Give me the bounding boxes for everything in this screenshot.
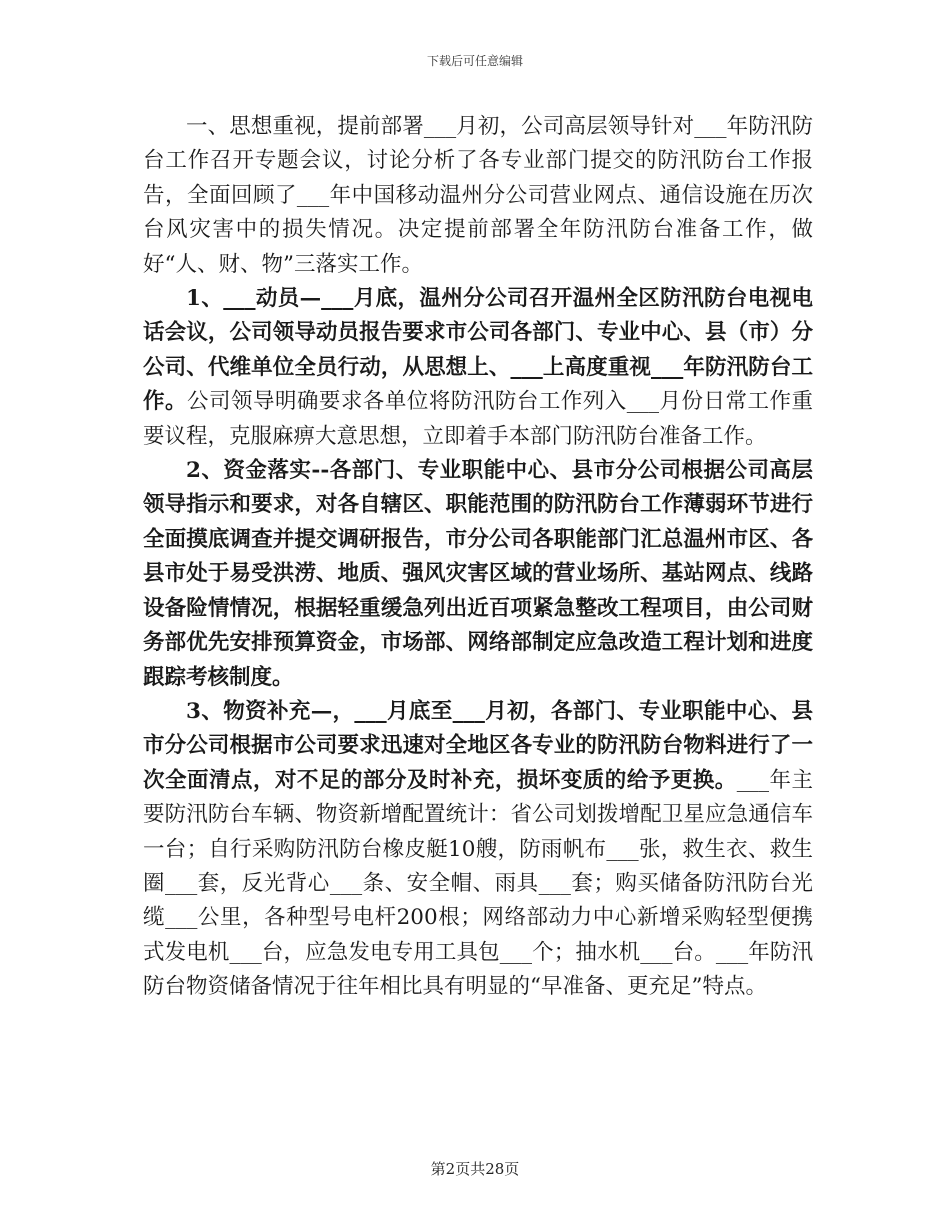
- paragraph-4-bold-text: 3、物资补充—，___月底至___月初，各部门、专业职能中心、县市分公司根据市公司要求迅速对全地区各专业的防汛防台物料进行了一次全面清点，对不足的部分及时补充，损坏变质的给予更换。: [143, 698, 813, 793]
- paragraph-4: [143, 695, 813, 1005]
- page-header: 下载后可任意编辑: [426, 54, 523, 68]
- document-body: [143, 110, 813, 1005]
- paragraph-2-bold-text: 1、___动员—___月底，温州分公司召开温州全区防汛防台电视电话会议，公司领导动员报告要求市公司各部门、专业中心、县（市）分公司、代维单位全员行动，从思想上、___上高度重视___年防汛防台工作。: [143, 286, 813, 415]
- paragraph-2-text: 公司领导明确要求各单位将防汛防台工作列入___月份日常工作重要议程，克服麻痹大意思想，立即着手本部门防汛防台准备工作。: [143, 389, 813, 449]
- paragraph-3: [143, 454, 813, 695]
- page-number-footer: 第2页共28页: [430, 1160, 520, 1178]
- paragraph-1: [143, 110, 813, 282]
- paragraph-2: [143, 282, 813, 454]
- paragraph-3-bold-text: 2、资金落实--各部门、专业职能中心、县市分公司根据公司高层领导指示和要求，对各自辖区、职能范围的防汛防台工作薄弱环节进行全面摸底调查并提交调研报告，市分公司各职能部门汇总温州市区、各县市处于易受洪涝、地质、强风灾害区域的营业场所、基站网点、线路设备险情情况，根据轻重缓急列出近百项紧急整改工程项目，由公司财务部优先安排预算资金，市场部、网络部制定应急改造工程计划和进度跟踪考核制度。: [143, 458, 813, 690]
- paragraph-1-text: 一、思想重视，提前部署___月初，公司高层领导针对___年防汛防台工作召开专题会议，讨论分析了各专业部门提交的防汛防台工作报告，全面回顾了___年中国移动温州分公司营业网点、通信设施在历次台风灾害中的损失情况。决定提前部署全年防汛防台准备工作，做好“人、财、物”三落实工作。: [143, 114, 813, 277]
- paragraph-4-text: ___年主要防汛防台车辆、物资新增配置统计：省公司划拨增配卫星应急通信车一台；自行采购防汛防台橡皮艇10艘，防雨帆布___张，救生衣、救生圈___套，反光背心___条、安全帽、雨具___套；购买储备防汛防台光缆___公里，各种型号电杆200根；网络部动力中心新增采购轻型便携式发电机___台，应急发电专用工具包___个；抽水机___台。___年防汛防台物资储备情况于往年相比具有明显的“早准备、更充足”特点。: [143, 767, 813, 1000]
